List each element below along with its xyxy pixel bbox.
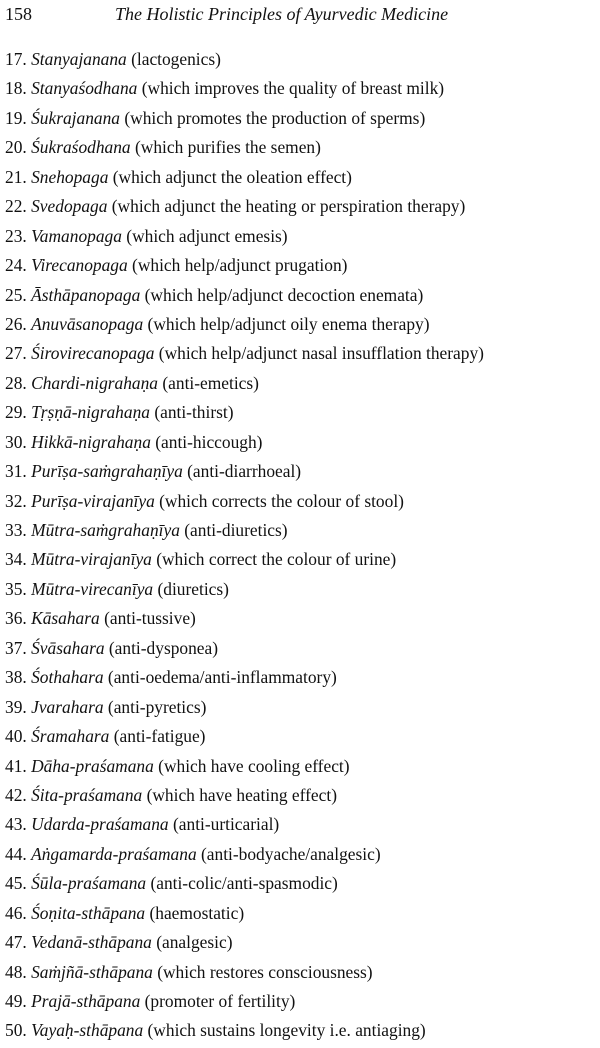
entry-description: (lactogenics) xyxy=(126,49,221,69)
list-item xyxy=(5,45,484,74)
entry-description: (anti-oedema/anti-inflammatory) xyxy=(103,667,337,688)
list-item xyxy=(5,752,484,781)
list-item xyxy=(5,1016,484,1045)
entry-description: (which help/adjunct nasal insufflation therapy) xyxy=(154,343,484,364)
entry-number: 44. xyxy=(5,843,27,864)
entry-description: (anti-diarrhoeal) xyxy=(182,461,302,482)
entry-number: 35. xyxy=(5,578,27,599)
entry-term: Udarda-praśamana xyxy=(31,814,169,835)
entry-description: (anti-urticarial) xyxy=(168,814,280,835)
entry-description: (anti-fatigue) xyxy=(109,726,206,747)
entry-number: 20. xyxy=(5,137,27,158)
entry-number: 47. xyxy=(5,932,27,953)
list-item xyxy=(5,663,484,692)
entry-description: (analgesic) xyxy=(151,932,233,953)
entry-number: 21. xyxy=(5,166,27,187)
entry-description: (which help/adjunct oily enema therapy) xyxy=(143,313,430,334)
entry-number: 28. xyxy=(5,372,27,393)
entry-term: Vamanopaga xyxy=(31,225,122,246)
entry-number: 46. xyxy=(5,902,27,923)
entry-number: 26. xyxy=(5,313,27,334)
entry-description: (which have cooling effect) xyxy=(153,755,350,776)
entry-number: 48. xyxy=(5,961,27,982)
entry-number: 40. xyxy=(5,726,27,747)
entry-description: (which adjunct the heating or perspiration therapy) xyxy=(107,196,466,217)
entry-number: 32. xyxy=(5,490,27,511)
list-item xyxy=(5,693,484,722)
entry-term: Mūtra-saṁgrahaṇīya xyxy=(31,520,180,540)
entry-description: (which help/adjunct prugation) xyxy=(127,255,348,276)
entry-term: Tṛṣṇā-nigrahaṇa xyxy=(31,402,150,423)
entry-number: 45. xyxy=(5,873,27,894)
entry-number: 36. xyxy=(5,608,27,629)
entry-number: 31. xyxy=(5,461,27,482)
entry-term: Chardi-nigrahaṇa xyxy=(31,372,159,393)
list-item xyxy=(5,604,484,633)
entry-description: (anti-dysponea) xyxy=(104,637,219,658)
entry-term: Aṅgamarda-praśamana xyxy=(31,843,197,864)
list-item xyxy=(5,369,484,398)
entry-number: 38. xyxy=(5,667,27,688)
entry-term: Prajā-sthāpana xyxy=(31,991,141,1011)
entry-description: (anti-thirst) xyxy=(149,402,234,423)
entry-term: Śita-praśamana xyxy=(31,784,143,805)
list-item xyxy=(5,192,484,221)
entry-description: (which improves the quality of breast milk) xyxy=(137,78,445,99)
list-item xyxy=(5,251,484,280)
list-item xyxy=(5,987,484,1016)
entry-term: Śukrajanana xyxy=(31,107,120,128)
entry-number: 42. xyxy=(5,784,27,805)
entry-list xyxy=(5,45,484,1046)
list-item xyxy=(5,928,484,957)
entry-term: Vayaḥ-sthāpana xyxy=(31,1020,144,1041)
list-item xyxy=(5,428,484,457)
list-item xyxy=(5,869,484,898)
entry-term: Śramahara xyxy=(31,726,110,747)
entry-number: 30. xyxy=(5,431,27,452)
list-item xyxy=(5,899,484,928)
entry-number: 19. xyxy=(5,107,27,128)
entry-term: Stanyajanana xyxy=(31,49,127,69)
entry-description: (promoter of fertility) xyxy=(140,991,296,1011)
entry-term: Śothahara xyxy=(31,667,104,688)
running-title: The Holistic Principles of Ayurvedic Medicine xyxy=(115,4,449,24)
entry-term: Dāha-praśamana xyxy=(31,755,154,776)
list-item xyxy=(5,810,484,839)
entry-term: Śirovirecanopaga xyxy=(31,343,155,364)
entry-term: Śukraśodhana xyxy=(31,137,131,158)
entry-term: Āsthāpanopaga xyxy=(31,284,141,305)
entry-term: Mūtra-virecanīya xyxy=(31,578,154,599)
list-item xyxy=(5,310,484,339)
entry-number: 49. xyxy=(5,991,27,1011)
entry-description: (which purifies the semen) xyxy=(130,137,321,158)
list-item xyxy=(5,958,484,987)
entry-description: (which correct the colour of urine) xyxy=(151,549,397,570)
list-item xyxy=(5,398,484,427)
entry-number: 29. xyxy=(5,402,27,423)
entry-number: 43. xyxy=(5,814,27,835)
list-item xyxy=(5,487,484,516)
entry-term: Śvāsahara xyxy=(31,637,105,658)
list-item xyxy=(5,516,484,545)
list-item xyxy=(5,74,484,103)
entry-description: (which adjunct emesis) xyxy=(121,225,288,246)
page-header xyxy=(0,0,600,30)
page-number: 158 xyxy=(5,4,32,24)
entry-term: Anuvāsanopaga xyxy=(31,313,144,334)
entry-number: 41. xyxy=(5,755,27,776)
list-item xyxy=(5,634,484,663)
entry-term: Purīṣa-saṁgrahaṇīya xyxy=(31,461,183,482)
entry-number: 39. xyxy=(5,696,27,717)
entry-description: (diuretics) xyxy=(153,578,229,599)
entry-description: (anti-hiccough) xyxy=(150,431,263,452)
entry-description: (which adjunct the oleation effect) xyxy=(108,166,352,187)
entry-term: Saṁjñā-sthāpana xyxy=(31,961,153,982)
list-item xyxy=(5,133,484,162)
entry-term: Snehopaga xyxy=(31,166,109,187)
entry-number: 50. xyxy=(5,1020,27,1041)
entry-number: 24. xyxy=(5,255,27,276)
entry-number: 33. xyxy=(5,520,27,540)
entry-term: Virecanopaga xyxy=(31,255,128,276)
list-item xyxy=(5,281,484,310)
entry-description: (haemostatic) xyxy=(145,902,245,923)
list-item xyxy=(5,545,484,574)
entry-description: (which have heating effect) xyxy=(142,784,337,805)
entry-number: 34. xyxy=(5,549,27,570)
entry-term: Svedopaga xyxy=(31,196,108,217)
entry-term: Mūtra-virajanīya xyxy=(31,549,152,570)
entry-term: Hikkā-nigrahaṇa xyxy=(31,431,151,452)
entry-term: Śoṇita-sthāpana xyxy=(31,902,146,923)
list-item xyxy=(5,575,484,604)
list-item xyxy=(5,722,484,751)
entry-term: Vedanā-sthāpana xyxy=(31,932,152,953)
entry-number: 25. xyxy=(5,284,27,305)
entry-number: 23. xyxy=(5,225,27,246)
entry-number: 18. xyxy=(5,78,27,99)
list-item xyxy=(5,104,484,133)
entry-description: (which corrects the colour of stool) xyxy=(154,490,404,511)
entry-number: 27. xyxy=(5,343,27,364)
list-item xyxy=(5,457,484,486)
entry-term: Kāsahara xyxy=(31,608,100,629)
entry-description: (anti-emetics) xyxy=(158,372,259,393)
entry-description: (which restores consciousness) xyxy=(152,961,373,982)
entry-description: (which sustains longevity i.e. antiaging) xyxy=(143,1020,426,1041)
entry-description: (anti-bodyache/analgesic) xyxy=(196,843,381,864)
entry-description: (anti-diuretics) xyxy=(179,520,288,540)
entry-description: (anti-colic/anti-spasmodic) xyxy=(146,873,338,894)
entry-number: 22. xyxy=(5,196,27,217)
entry-description: (which help/adjunct decoction enemata) xyxy=(140,284,424,305)
list-item xyxy=(5,339,484,368)
entry-description: (anti-pyretics) xyxy=(103,696,207,717)
entry-description: (anti-tussive) xyxy=(99,608,196,629)
list-item xyxy=(5,222,484,251)
entry-term: Stanyaśodhana xyxy=(31,78,138,99)
entry-term: Śūla-praśamana xyxy=(31,873,147,894)
entry-description: (which promotes the production of sperms) xyxy=(120,107,426,128)
list-item xyxy=(5,840,484,869)
entry-number: 17. xyxy=(5,49,27,69)
list-item xyxy=(5,781,484,810)
list-item xyxy=(5,163,484,192)
entry-number: 37. xyxy=(5,637,27,658)
entry-term: Jvarahara xyxy=(31,696,104,717)
entry-term: Purīṣa-virajanīya xyxy=(31,490,155,511)
